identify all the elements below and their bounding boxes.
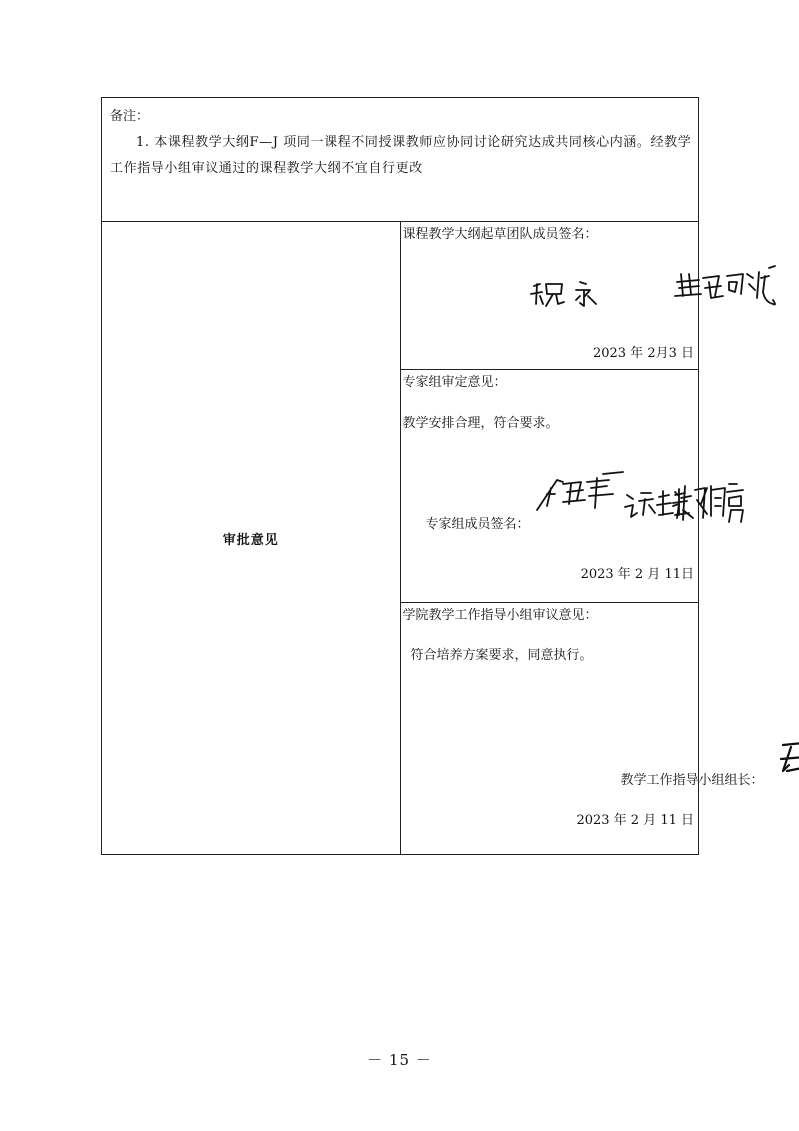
college-group-date: 2023 年 2 月 11 日 <box>576 813 694 828</box>
expert-group-section <box>400 370 699 603</box>
college-group-title: 学院教学工作指导小组审议意见： <box>402 608 598 623</box>
expert-group-title: 专家组审定意见： <box>402 375 507 390</box>
page-number: － 15 － <box>367 1051 432 1069</box>
notes-body: 1. 本课程教学大纲F—J 项同一课程不同授课教师应协同讨论研究达成共同核心内涵。经教学工作指导小组审议通过的课程教学大纲不宜自行更改 <box>110 135 692 176</box>
approval-form-table <box>101 97 764 855</box>
approval-label-cell <box>102 222 401 855</box>
notes-section <box>102 98 699 222</box>
expert-group-date: 2023 年 2 月 11日 <box>580 567 694 582</box>
college-group-signature <box>777 737 799 789</box>
college-group-section <box>400 603 764 855</box>
draft-team-title: 课程教学大纲起草团队成员签名： <box>402 227 598 242</box>
draft-team-section <box>400 222 699 370</box>
expert-group-signature-3 <box>671 478 746 526</box>
draft-team-date: 2023 年 2月3 日 <box>592 346 694 361</box>
draft-team-signature-2 <box>669 262 789 322</box>
expert-group-sign-label: 专家组成员签名： <box>425 517 530 532</box>
expert-group-opinion: 教学安排合理，符合要求。 <box>402 416 559 431</box>
draft-team-signature-1 <box>528 274 613 314</box>
expert-group-signature-1 <box>533 470 628 518</box>
college-group-sign-label: 教学工作指导小组组长： <box>620 773 764 788</box>
approval-label: 审批意见 <box>222 532 279 548</box>
notes-heading: 备注： <box>110 109 150 124</box>
college-group-opinion: 符合培养方案要求，同意执行。 <box>410 648 593 663</box>
